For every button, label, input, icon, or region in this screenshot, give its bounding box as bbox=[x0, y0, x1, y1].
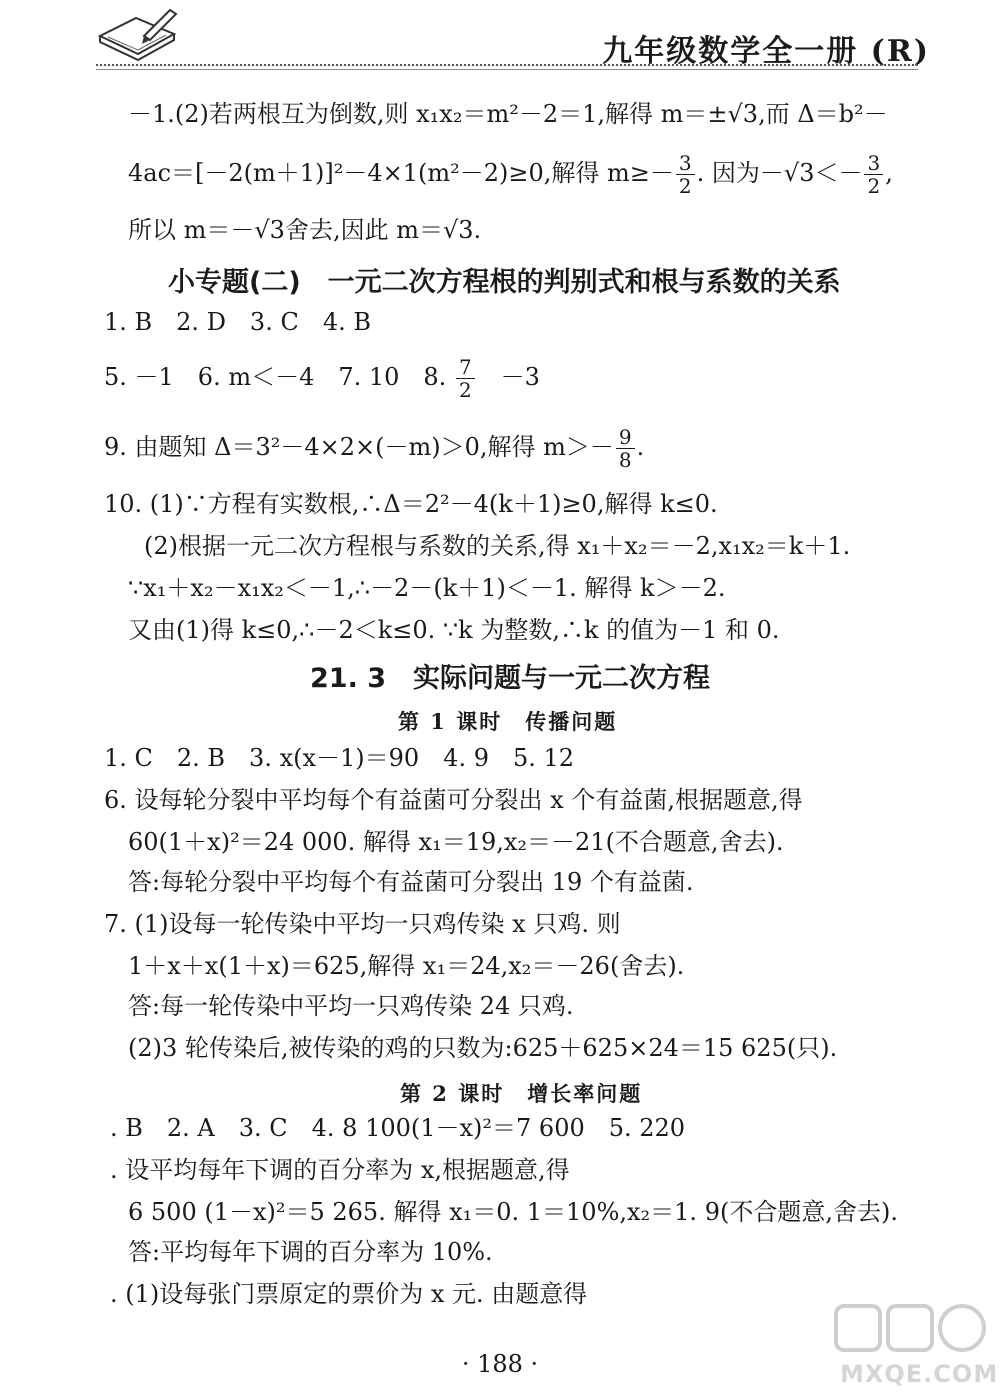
header-rule bbox=[96, 69, 918, 70]
fraction-denominator: 2 bbox=[458, 378, 472, 402]
text-line: 1＋x＋x(1＋x)＝625,解得 x₁＝24,x₂＝－26(舍去). bbox=[128, 952, 685, 980]
text-line: ∵x₁＋x₂－x₁x₂＜－1,∴－2－(k＋1)＜－1. 解得 k＞－2. bbox=[128, 574, 726, 602]
text-segment: －3 bbox=[476, 363, 540, 391]
text-line: . (1)设每张门票原定的票价为 x 元. 由题意得 bbox=[110, 1280, 588, 1308]
fraction bbox=[864, 152, 883, 197]
text-line: 答:每轮分裂中平均每个有益菌可分裂出 19 个有益菌. bbox=[128, 868, 694, 896]
fraction-numerator: 3 bbox=[864, 152, 883, 175]
text-line: 答:每一轮传染中平均一只鸡传染 24 只鸡. bbox=[128, 992, 574, 1020]
fraction-denominator: 2 bbox=[678, 174, 692, 198]
book-title: 九年级数学全一册 (R) bbox=[602, 34, 930, 69]
text-segment: . 因为－√3＜－ bbox=[696, 159, 863, 187]
fraction bbox=[676, 152, 695, 197]
text-line: 1. B 2. D 3. C 4. B bbox=[104, 308, 371, 336]
text-line: . 设平均每年下调的百分率为 x,根据题意,得 bbox=[110, 1156, 570, 1184]
header-rule-dotted bbox=[96, 64, 918, 66]
text-line: (2)根据一元二次方程根与系数的关系,得 x₁＋x₂＝－2,x₁x₂＝k＋1. bbox=[144, 532, 851, 560]
fraction-denominator: 8 bbox=[618, 448, 632, 472]
page-header bbox=[0, 0, 1000, 80]
lesson-subheading: 第 1 课时 传播问题 bbox=[398, 709, 618, 734]
text-line: 10. (1)∵方程有实数根,∴Δ＝2²－4(k＋1)≥0,解得 k≤0. bbox=[104, 490, 718, 518]
section-heading: 21. 3 实际问题与一元二次方程 bbox=[310, 663, 711, 694]
text-line: －1.(2)若两根互为倒数,则 x₁x₂＝m²－2＝1,解得 m＝±√3,而 Δ＝b²－ bbox=[128, 100, 888, 128]
text-line bbox=[104, 356, 540, 401]
text-line bbox=[104, 426, 644, 471]
fraction bbox=[616, 426, 635, 471]
text-segment: , bbox=[885, 159, 893, 187]
page-number: · 188 · bbox=[461, 1350, 539, 1378]
text-segment: 9. 由题知 Δ＝3²－4×2×(－m)＞0,解得 m＞－ bbox=[104, 433, 614, 461]
watermark-text: MXQE.COM bbox=[840, 1360, 999, 1388]
text-line: 60(1＋x)²＝24 000. 解得 x₁＝19,x₂＝－21(不合题意,舍去). bbox=[128, 828, 784, 856]
fraction-denominator: 2 bbox=[867, 174, 881, 198]
text-segment: . bbox=[636, 433, 645, 461]
text-line: 1. C 2. B 3. x(x－1)＝90 4. 9 5. 12 bbox=[104, 744, 575, 772]
text-line: . B 2. A 3. C 4. 8 100(1－x)²＝7 600 5. 220 bbox=[110, 1114, 686, 1142]
text-line: 所以 m＝－√3舍去,因此 m＝√3. bbox=[128, 216, 482, 244]
text-line: (2)3 轮传染后,被传染的鸡的只数为:625＋625×24＝15 625(只). bbox=[128, 1034, 838, 1062]
text-line: 答:平均每年下调的百分率为 10%. bbox=[128, 1238, 493, 1266]
book-pencil-logo-icon bbox=[94, 6, 180, 66]
fraction-numerator: 3 bbox=[676, 152, 695, 175]
text-line: 6. 设每轮分裂中平均每个有益菌可分裂出 x 个有益菌,根据题意,得 bbox=[104, 786, 803, 814]
watermark-seal-icon bbox=[830, 1300, 990, 1360]
text-line: 6 500 (1－x)²＝5 265. 解得 x₁＝0. 1＝10%,x₂＝1. 9(不合题意,舍去). bbox=[128, 1198, 898, 1226]
fraction bbox=[456, 356, 475, 401]
text-line: 又由(1)得 k≤0,∴－2＜k≤0. ∵k 为整数,∴k 的值为－1 和 0. bbox=[128, 616, 780, 644]
text-segment: 5. －1 6. m＜－4 7. 10 8. bbox=[104, 363, 454, 391]
text-segment: 4ac＝[－2(m＋1)]²－4×1(m²－2)≥0,解得 m≥－ bbox=[128, 159, 674, 187]
text-line bbox=[128, 152, 893, 197]
fraction-numerator: 7 bbox=[456, 356, 475, 379]
watermark-logo bbox=[830, 1300, 999, 1392]
text-line: 7. (1)设每一轮传染中平均一只鸡传染 x 只鸡. 则 bbox=[104, 910, 621, 938]
section-heading: 小专题(二) 一元二次方程根的判别式和根与系数的关系 bbox=[168, 267, 841, 298]
lesson-subheading: 第 2 课时 增长率问题 bbox=[400, 1081, 643, 1106]
fraction-numerator: 9 bbox=[616, 426, 635, 449]
